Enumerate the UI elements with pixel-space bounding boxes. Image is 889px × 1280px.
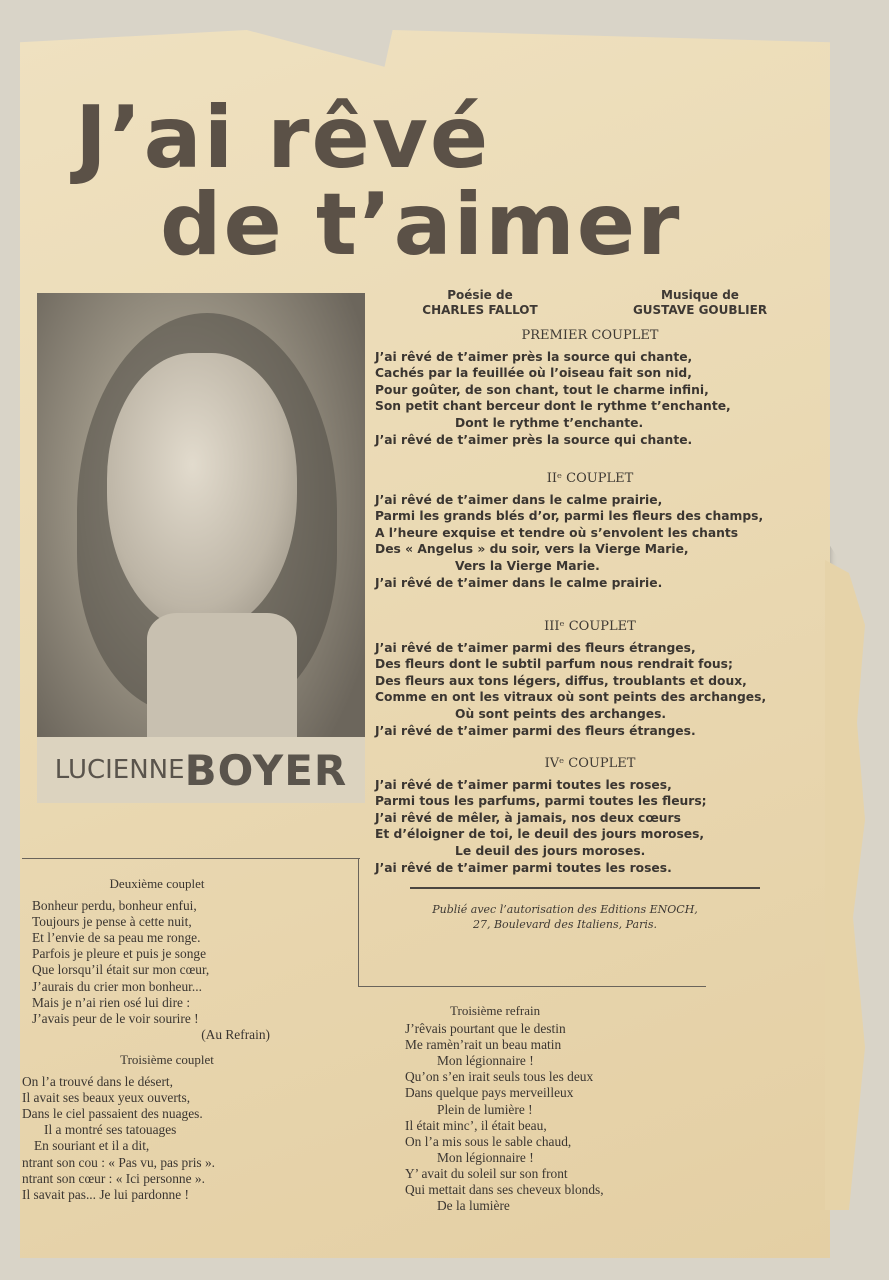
publisher-note [385, 902, 745, 932]
credit-music [610, 288, 790, 318]
lyric-line: Comme en ont les vitraux où sont peints des archanges, [375, 690, 767, 705]
lyric-line: En souriant et il a dit, [34, 1138, 150, 1154]
lyric-line: Que lorsqu’il était sur mon cœur, [32, 962, 210, 978]
lyric-line: J’ai rêvé de t’aimer dans le calme prairie, [375, 492, 663, 507]
lyric-line: De la lumière [437, 1198, 510, 1214]
lyric-line: Et l’envie de sa peau me ronge. [32, 930, 201, 946]
lyric-line: Cachés par la feuillée où l’oiseau fait son nid, [375, 366, 692, 381]
section-heading: Troisième couplet [120, 1052, 214, 1067]
credit-poetry [410, 288, 550, 318]
divider-rule [410, 887, 760, 889]
song-title-line-1: J’ai rêvé [75, 88, 491, 188]
frame-bottom-right [358, 986, 706, 987]
section-heading: Troisième refrain [450, 1003, 541, 1018]
troisieme-couplet [22, 1052, 312, 1203]
lyric-line: J’aurais du crier mon bonheur... [32, 978, 202, 994]
deuxieme-couplet [32, 876, 282, 1043]
lyric-line: Son petit chant berceur dont le rythme t’enchante, [375, 399, 731, 414]
lyric-line: Pour goûter, de son chant, tout le charme infini, [375, 382, 709, 397]
lyric-line: A l’heure exquise et tendre où s’envolent les chants [375, 525, 739, 540]
section-heading: Deuxième couplet [109, 876, 205, 891]
credit-music-author: GUSTAVE GOUBLIER [632, 303, 768, 317]
couplet-heading: IIᵉ COUPLET [546, 471, 634, 486]
lyric-line: Bonheur perdu, bonheur enfui, [32, 898, 197, 914]
lyric-line: Où sont peints des archanges. [455, 706, 667, 721]
lyric-line: Le deuil des jours moroses. [455, 843, 646, 858]
lyric-line: J’ai rêvé de t’aimer parmi toutes les roses, [375, 777, 672, 792]
couplet-heading: IIIᵉ COUPLET [544, 619, 636, 634]
portrait-caption [37, 737, 365, 803]
couplet-2 [375, 471, 805, 591]
lyric-line: J’rêvais pourtant que le destin [405, 1021, 566, 1037]
lyric-line: Des « Angelus » du soir, vers la Vierge Marie, [375, 542, 689, 557]
troisieme-refrain [405, 1003, 695, 1214]
lyric-line: J’ai rêvé de t’aimer parmi des fleurs étranges, [375, 640, 696, 655]
lyric-line: Il a montré ses tatouages [44, 1122, 177, 1138]
caption-last-name: BOYER [184, 745, 348, 795]
lyric-line: Dans le ciel passaient des nuages. [22, 1106, 203, 1122]
couplet-1 [375, 328, 805, 448]
lyric-line: J’ai rêvé de mêler, à jamais, nos deux cœurs [375, 810, 681, 825]
lyric-line: ntrant son cœur : « Ici personne ». [22, 1170, 205, 1186]
credit-music-label: Musique de [661, 288, 739, 302]
lyric-line: Qu’on s’en irait seuls tous les deux [405, 1069, 594, 1085]
lyric-line: On l’a mis sous le sable chaud, [405, 1133, 572, 1149]
lyric-line: Il savait pas... Je lui pardonne ! [22, 1186, 189, 1202]
couplet-heading: PREMIER COUPLET [521, 328, 659, 343]
lyric-line: Vers la Vierge Marie. [455, 558, 600, 573]
lyric-line: Parmi les grands blés d’or, parmi les fleurs des champs, [375, 509, 764, 524]
lyric-line: Mon légionnaire ! [437, 1053, 534, 1069]
couplet-heading: IVᵉ COUPLET [544, 756, 636, 771]
refrain-note: (Au Refrain) [201, 1026, 270, 1042]
lyric-line: Mais je n’ai rien osé lui dire : [32, 994, 191, 1010]
couplet-3 [375, 619, 805, 739]
lyric-line: J’ai rêvé de t’aimer parmi toutes les roses. [375, 860, 672, 875]
publisher-line-2: 27, Boulevard des Italiens, Paris. [472, 918, 658, 931]
lyric-line: Plein de lumière ! [437, 1101, 533, 1117]
lyric-line: J’ai rêvé de t’aimer parmi des fleurs étranges. [375, 723, 696, 738]
song-title-line-2: de t’aimer [160, 175, 682, 275]
portrait-face [107, 353, 297, 633]
lyric-line: Et d’éloigner de toi, le deuil des jours moroses, [375, 827, 705, 842]
singer-portrait [37, 293, 365, 803]
lyric-line: Mon légionnaire ! [437, 1149, 534, 1165]
lyric-line: Qui mettait dans ses cheveux blonds, [405, 1182, 604, 1198]
lyric-line: J’ai rêvé de t’aimer près la source qui chante. [375, 432, 693, 447]
credit-poetry-label: Poésie de [447, 288, 513, 302]
frame-top-left [22, 858, 360, 859]
lyric-line: On l’a trouvé dans le désert, [22, 1074, 173, 1090]
lyric-line: Toujours je pense à cette nuit, [32, 914, 192, 930]
lyric-line: Il avait ses beaux yeux ouverts, [22, 1090, 191, 1106]
lyric-line: J’ai rêvé de t’aimer dans le calme prairie. [375, 575, 663, 590]
portrait-neck [147, 613, 297, 743]
lyric-line: J’avais peur de le voir sourire ! [32, 1010, 199, 1026]
lyric-line: Dans quelque pays merveilleux [405, 1085, 574, 1101]
lyric-line: Des fleurs aux tons légers, diffus, troublants et doux, [375, 673, 747, 688]
lyric-line: J’ai rêvé de t’aimer près la source qui chante, [375, 349, 693, 364]
lyric-line: Parfois je pleure et puis je songe [32, 946, 207, 962]
caption-first-name: LUCIENNE [54, 755, 185, 785]
lyric-line: Y’ avait du soleil sur son front [405, 1165, 568, 1181]
lyric-line: Me ramèn’rait un beau matin [405, 1037, 562, 1053]
lyric-line: Il était minc’, il était beau, [405, 1117, 547, 1133]
lyric-line: Dont le rythme t’enchante. [455, 415, 644, 430]
couplet-4 [375, 756, 805, 876]
publisher-line-1: Publié avec l’autorisation des Editions ENOCH, [432, 903, 698, 916]
lyric-line: Des fleurs dont le subtil parfum nous rendrait fous; [375, 657, 733, 672]
lyric-line: Parmi tous les parfums, parmi toutes les fleurs; [375, 794, 707, 809]
credit-poetry-author: CHARLES FALLOT [422, 303, 538, 317]
lyric-line: ntrant son cou : « Pas vu, pas pris ». [22, 1154, 216, 1170]
torn-edge [825, 560, 865, 1210]
frame-vertical [358, 858, 359, 986]
